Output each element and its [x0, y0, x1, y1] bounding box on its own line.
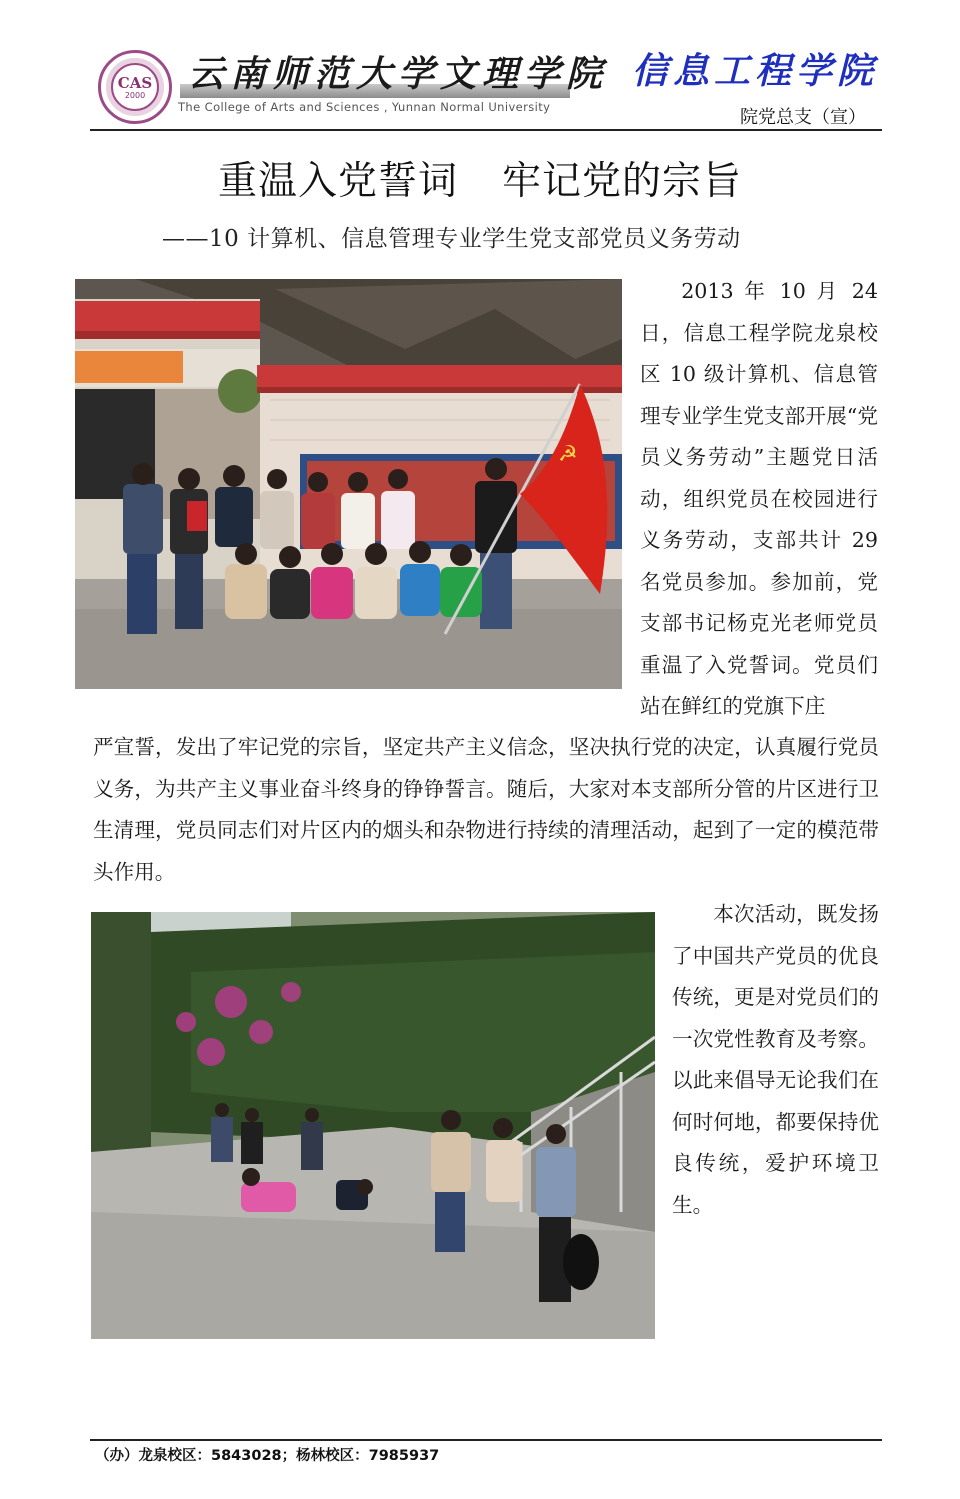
- paragraph-1-side: [640, 271, 878, 728]
- footer-divider: [90, 1439, 882, 1441]
- article-title-part2: 牢记党的宗旨: [502, 159, 743, 204]
- paragraph-2: [672, 894, 879, 1226]
- college-name-en: The College of Arts and Sciences , Yunnan Normal University: [178, 100, 551, 114]
- svg-text:☭: ☭: [558, 442, 578, 467]
- paragraph-2-text: 本次活动，既发扬了中国共产党员的优良传统，更是对党员们的一次党性教育及考察。以此来倡导无论我们在何时何地，都要保持优良传统，爱护环境卫生。: [672, 902, 879, 1217]
- college-name-cn: 云南师范大学文理学院: [188, 53, 609, 95]
- department-subtitle: 院党总支（宣）: [740, 107, 866, 128]
- article-subtitle: ——10 计算机、信息管理专业学生党支部党员义务劳动: [162, 226, 741, 252]
- cleaning-photo-illustration: [91, 912, 655, 1339]
- article-title: [0, 150, 960, 206]
- group-photo: [75, 279, 622, 689]
- article-title-part1: 重温入党誓词: [217, 159, 458, 204]
- paragraph-1-side-text: 2013 年 10 月 24 日，信息工程学院龙泉校区 10 级计算机、信息管理专业学生党支部开展“党员义务劳动”主题党日活动，组织党员在校园进行义务劳动，支部共计 29 名党员参加。参加前，党支部书记杨克光老师党员重温了入党誓词。党员们站在鲜红的党旗下庄: [640, 279, 878, 718]
- college-logo: [98, 50, 172, 124]
- college-logo-inner: [111, 63, 159, 111]
- group-photo-illustration: [75, 279, 622, 689]
- header-divider: [90, 129, 882, 131]
- cleaning-photo: [91, 912, 655, 1339]
- footer-contact: （办）龙泉校区：5843028；杨林校区：7985937: [95, 1448, 440, 1464]
- logo-year-text: 2000: [124, 90, 146, 100]
- department-title: 信息工程学院: [632, 50, 879, 92]
- logo-cas-text: CAS: [117, 73, 153, 92]
- paragraph-1-continued: 严宣誓，发出了牢记党的宗旨，坚定共产主义信念，坚决执行党的决定，认真履行党员义务，为共产主义事业奋斗终身的铮铮誓言。随后，大家对本支部所分管的片区进行卫生清理，党员同志们对片区内的烟头和杂物进行持续的清理活动，起到了一定的模范带头作用。: [93, 735, 879, 884]
